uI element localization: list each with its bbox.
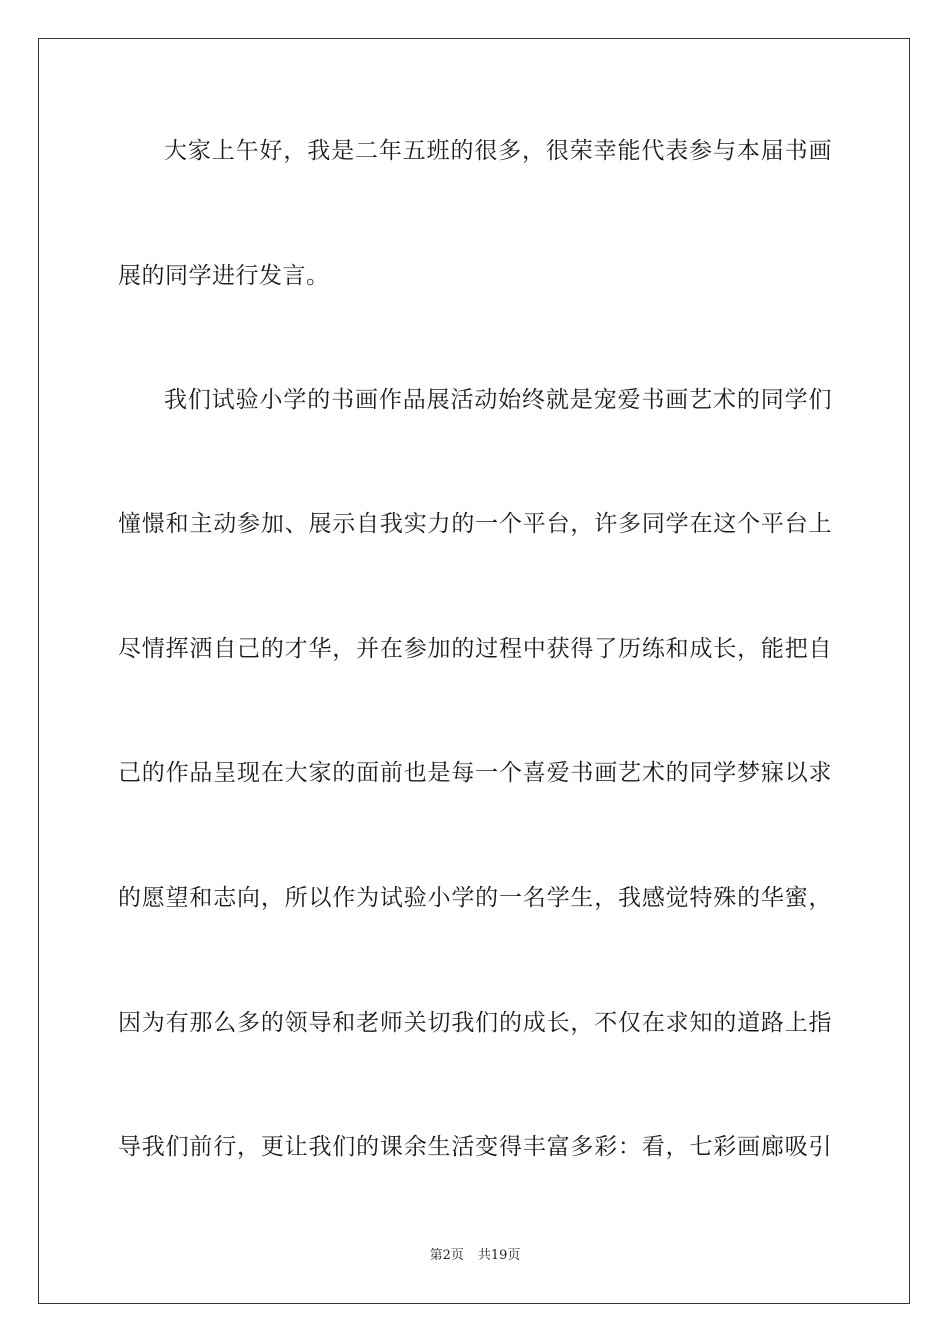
- paragraph-2-line-7: 导我们前行，更让我们的课余生活变得丰富多彩：看，七彩画廊吸引: [118, 1134, 832, 1160]
- paragraph-2-line-1: 我们试验小学的书画作品展活动始终就是宠爱书画艺术的同学们: [164, 387, 832, 413]
- page-number: 第2页: [429, 1248, 464, 1263]
- paragraph-2-line-5: 的愿望和志向，所以作为试验小学的一名学生，我感觉特殊的华蜜，: [118, 885, 832, 911]
- paragraph-2-line-4: 己的作品呈现在大家的面前也是每一个喜爱书画艺术的同学梦寐以求: [118, 760, 832, 786]
- paragraph-2-line-3: 尽情挥洒自己的才华，并在参加的过程中获得了历练和成长，能把自: [118, 636, 832, 662]
- page-footer: [0, 1247, 950, 1265]
- paragraph-1-line-2: 展的同学进行发言。: [118, 263, 330, 289]
- paragraph-2-line-2: 憧憬和主动参加、展示自我实力的一个平台，许多同学在这个平台上: [118, 511, 832, 537]
- page-frame: [38, 38, 910, 1304]
- paragraph-1-line-1: 大家上午好，我是二年五班的很多，很荣幸能代表参与本届书画: [164, 138, 832, 164]
- page-total: 共19页: [477, 1248, 521, 1263]
- paragraph-2-line-6: 因为有那么多的领导和老师关切我们的成长，不仅在求知的道路上指: [118, 1010, 832, 1036]
